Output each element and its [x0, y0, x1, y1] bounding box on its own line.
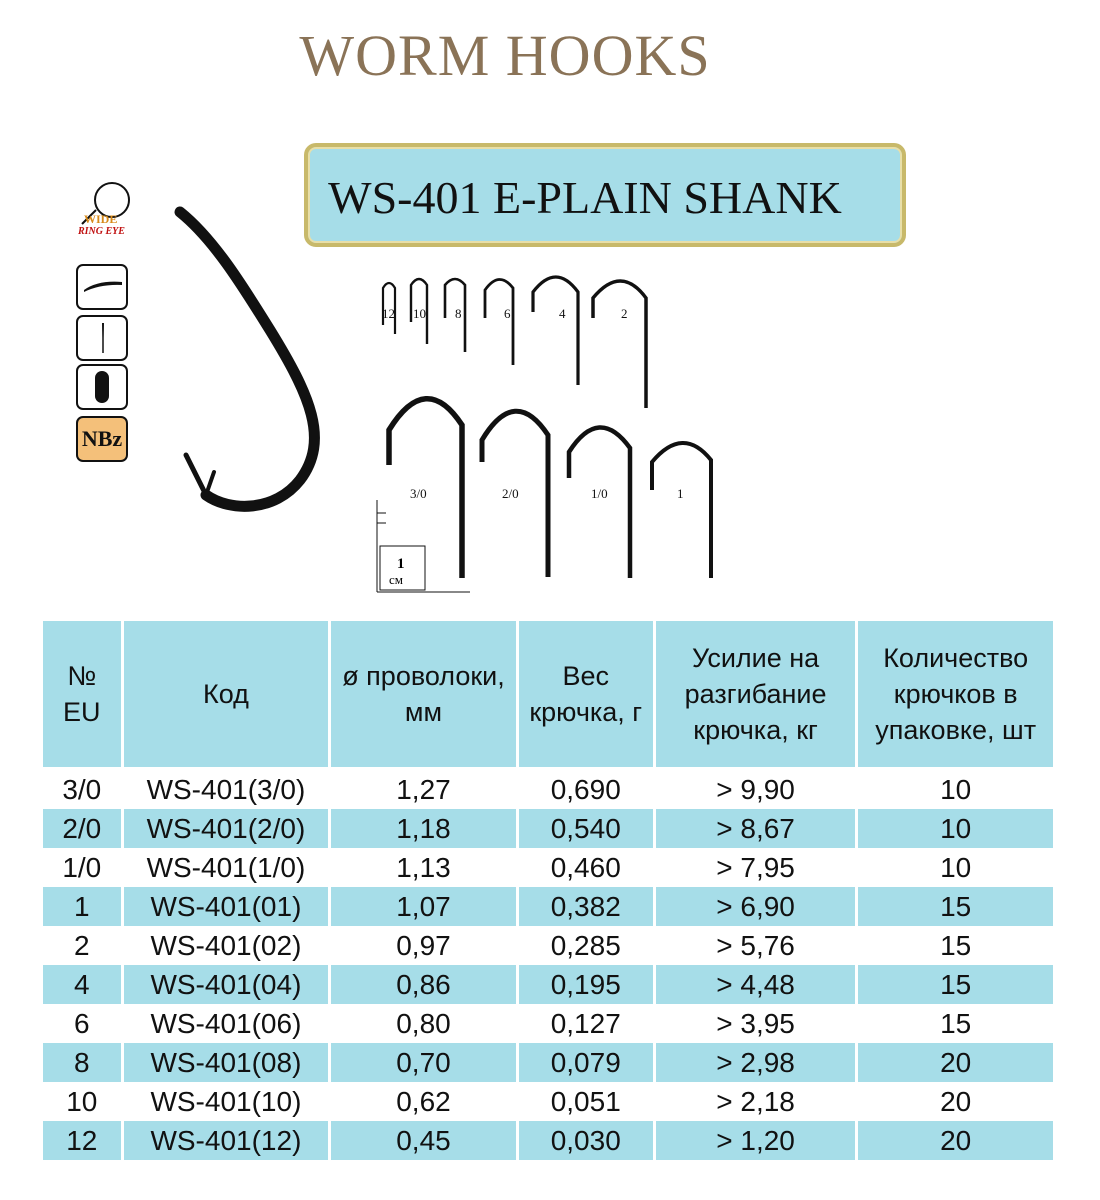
cell-strength: > 8,67 — [656, 809, 856, 848]
size-label-6: 6 — [504, 306, 511, 321]
page-title: WORM HOOKS — [299, 23, 711, 88]
table-header-row — [43, 621, 1053, 770]
header-strength: Усилие на разгибание крючка, кг — [656, 621, 856, 770]
table-row — [43, 1004, 1053, 1043]
cell-quantity: 15 — [858, 887, 1053, 926]
size-label-1: 1 — [677, 486, 684, 501]
cell-wire: 0,86 — [331, 965, 515, 1004]
hook-2-icon — [593, 281, 646, 408]
cell-code: WS-401(04) — [124, 965, 329, 1004]
table-row — [43, 1082, 1053, 1121]
cell-strength: > 1,20 — [656, 1121, 856, 1160]
cell-weight: 0,285 — [550, 929, 621, 961]
model-name: WS-401 E-PLAIN SHANK — [328, 172, 842, 223]
cell-quantity: 20 — [858, 1121, 1053, 1160]
cell-code: WS-401(2/0) — [124, 809, 329, 848]
cell-strength: > 2,18 — [716, 1085, 795, 1117]
cell-size: 6 — [74, 1007, 90, 1039]
spec-table — [40, 621, 1056, 1160]
cell-size: 3/0 — [62, 773, 102, 805]
cell-wire: 1,27 — [396, 773, 451, 805]
cell-strength: > 7,95 — [716, 851, 795, 883]
coating-badge: NBz — [76, 416, 128, 462]
header-quantity: Количество крючков в упаковке, шт — [858, 621, 1053, 770]
table-row — [43, 887, 1053, 926]
size-label-1-0: 1/0 — [591, 486, 608, 501]
small-hooks-row — [383, 277, 646, 408]
cell-wire: 0,97 — [396, 929, 451, 961]
scale-unit: см — [389, 572, 403, 587]
table-row — [43, 770, 1053, 809]
cell-wire: 0,45 — [331, 1121, 515, 1160]
scale-value: 1 — [397, 556, 405, 572]
large-hooks-row — [389, 399, 711, 578]
cell-strength: > 4,48 — [656, 965, 856, 1004]
ring-wide-label: WIDE — [84, 212, 118, 226]
cell-quantity: 10 — [940, 773, 972, 805]
cell-quantity: 15 — [940, 1007, 972, 1039]
table-row — [43, 848, 1053, 887]
size-label-3-0: 3/0 — [410, 486, 427, 501]
cell-code: WS-401(01) — [124, 887, 329, 926]
hook-4-icon — [533, 277, 578, 385]
cell-size: 1/0 — [62, 851, 102, 883]
cell-quantity: 10 — [940, 851, 972, 883]
table-row — [43, 926, 1053, 965]
cell-wire: 0,70 — [331, 1043, 515, 1082]
cell-weight: 0,382 — [519, 887, 653, 926]
cell-wire: 1,18 — [331, 809, 515, 848]
header-wire: ø проволоки, мм — [331, 621, 515, 770]
cell-size: 4 — [43, 965, 121, 1004]
large-hook-icon — [180, 212, 314, 506]
cell-size: 8 — [43, 1043, 121, 1082]
cell-wire: 0,80 — [396, 1007, 451, 1039]
cell-strength: > 5,76 — [716, 929, 795, 961]
cell-weight: 0,690 — [550, 773, 621, 805]
cell-size: 2/0 — [43, 809, 121, 848]
cell-wire: 1,07 — [331, 887, 515, 926]
cell-wire: 1,13 — [396, 851, 451, 883]
size-label-2: 2 — [621, 306, 628, 321]
table-row — [43, 809, 1053, 848]
cell-strength: > 6,90 — [656, 887, 856, 926]
hook-1-0-icon — [569, 427, 630, 578]
hook-1-icon — [652, 443, 711, 578]
cell-weight: 0,540 — [519, 809, 653, 848]
cell-weight: 0,127 — [550, 1007, 621, 1039]
cell-weight: 0,079 — [519, 1043, 653, 1082]
cell-quantity: 15 — [940, 929, 972, 961]
table-row — [43, 1121, 1053, 1160]
cell-wire: 0,62 — [396, 1085, 451, 1117]
table-row — [43, 1043, 1053, 1082]
header-size: № EU — [43, 621, 121, 770]
cell-weight: 0,460 — [550, 851, 621, 883]
header-code: Код — [124, 621, 329, 770]
size-label-12: 12 — [382, 306, 395, 321]
cell-weight: 0,030 — [519, 1121, 653, 1160]
cell-size: 2 — [74, 929, 90, 961]
cell-code: WS-401(1/0) — [146, 851, 306, 883]
ring-eye-label: RING EYE — [78, 226, 125, 237]
size-label-8: 8 — [455, 306, 462, 321]
cell-code: WS-401(3/0) — [146, 773, 306, 805]
cell-quantity: 15 — [858, 965, 1053, 1004]
table-row — [43, 965, 1053, 1004]
header-weight: Вес крючка, г — [519, 621, 653, 770]
size-label-10: 10 — [413, 306, 426, 321]
cell-code: WS-401(02) — [150, 929, 302, 961]
size-label-4: 4 — [559, 306, 566, 321]
hook-6-icon — [485, 279, 513, 365]
cell-code: WS-401(10) — [150, 1085, 302, 1117]
cell-strength: > 9,90 — [716, 773, 795, 805]
cell-quantity: 20 — [940, 1085, 972, 1117]
cell-strength: > 2,98 — [656, 1043, 856, 1082]
cell-weight: 0,051 — [550, 1085, 621, 1117]
cell-code: WS-401(06) — [150, 1007, 302, 1039]
cell-strength: > 3,95 — [716, 1007, 795, 1039]
cell-size: 10 — [66, 1085, 98, 1117]
cell-code: WS-401(08) — [124, 1043, 329, 1082]
cell-quantity: 20 — [858, 1043, 1053, 1082]
cell-code: WS-401(12) — [124, 1121, 329, 1160]
size-label-2-0: 2/0 — [502, 486, 519, 501]
cell-size: 1 — [43, 887, 121, 926]
cell-size: 12 — [43, 1121, 121, 1160]
cell-quantity: 10 — [858, 809, 1053, 848]
cell-weight: 0,195 — [519, 965, 653, 1004]
